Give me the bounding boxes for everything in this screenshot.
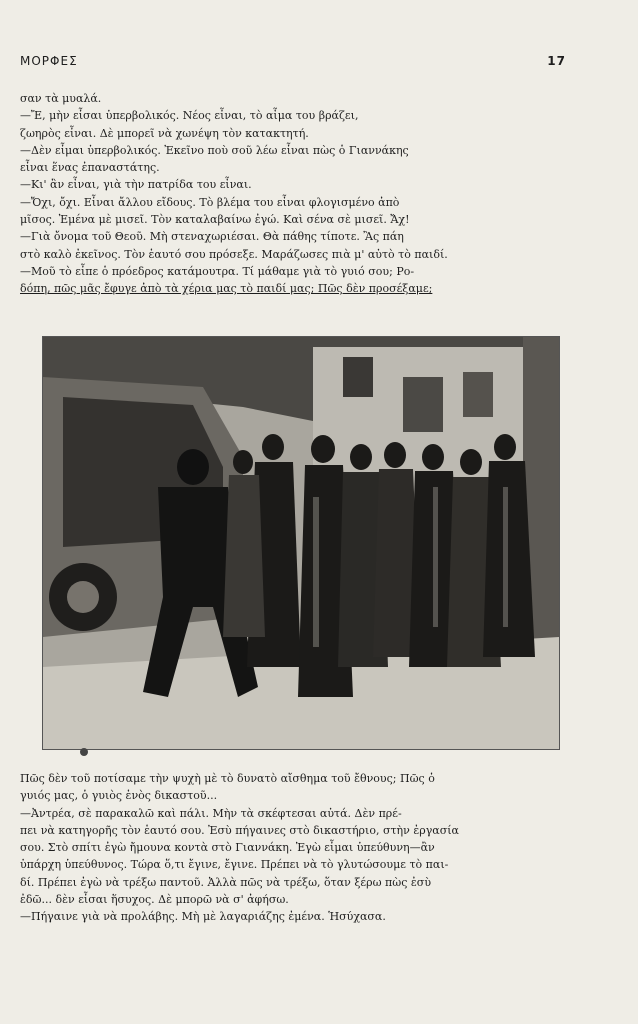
- illustration: [42, 336, 560, 750]
- text-line: —Ἔ, μὴν εἶσαι ὑπερβολικός. Νέος εἶναι, τὸ αἷμα του βράζει,: [20, 109, 359, 123]
- text-line: δόπη, πῶς μᾶς ἔφυγε ἀπὸ τὰ χέρια μας τὸ παιδί μας; Πῶς δὲν προσέξαμε;: [20, 282, 433, 296]
- page-header: [20, 50, 566, 70]
- running-title: ΜΟΡΦΕΣ: [20, 54, 78, 68]
- text-line: —Κι' ἂν εἶναι, γιὰ τὴν πατρίδα του εἶναι.: [20, 178, 252, 192]
- text-line: εἶναι ἕνας ἐπαναστάτης.: [20, 161, 160, 175]
- text-line: ὑπάρχη ὑπεύθυνος. Τώρα ὅ,τι ἔγινε, ἔγινε. Πρέπει νὰ τὸ γλυτώσουμε τὸ παι-: [20, 858, 449, 872]
- text-line: —Ὄχι, ὄχι. Εἶναι ἄλλου εἴδους. Τὸ βλέμα του εἶναι φλογισμένο ἀπὸ: [20, 195, 400, 209]
- top-paragraphs: [20, 90, 572, 298]
- text-line: Πῶς δὲν τοῦ ποτίσαμε τὴν ψυχὴ μὲ τὸ δυνατὸ αἴσθημα τοῦ ἔθνους; Πῶς ὁ: [20, 772, 435, 785]
- text-line: δί. Πρέπει ἐγὼ νὰ τρέξω παντοῦ. Ἀλλὰ πῶς νὰ τρέξω, ὅταν ξέρω πὼς ἐσὺ: [20, 875, 432, 889]
- printer-mark: [80, 748, 88, 756]
- text-line: σαν τὰ μυαλά.: [20, 92, 102, 105]
- text-line: πει νὰ κατηγορῆς τὸν ἑαυτό σου. Ἐσὺ πήγαινες στὸ δικαστήριο, στὴν ἐργασία: [20, 823, 459, 837]
- text-line: —Μοῦ τὸ εἶπε ὁ πρόεδρος κατάμουτρα. Τί μάθαμε γιὰ τὸ γυιό σου; Ρο-: [20, 264, 415, 278]
- text-line: —Γιὰ ὄνομα τοῦ Θεοῦ. Μὴ στεναχωριέσαι. Θὰ πάθης τίποτε. Ἂς πάη: [20, 230, 404, 244]
- text-line: —Δὲν εἶμαι ὑπερβολικός. Ἐκεῖνο ποὺ σοῦ λέω εἶναι πὼς ὁ Γιαννάκης: [20, 143, 409, 157]
- page-number: 17: [547, 54, 566, 68]
- text-line: γυιός μας, ὁ γυιὸς ἑνὸς δικαστοῦ...: [20, 789, 218, 803]
- text-line: στὸ καλὸ ἐκεῖνος. Τὸν ἑαυτό σου πρόσεξε. Μαράζωσες πιὰ μ' αὐτὸ τὸ παιδί.: [20, 247, 448, 261]
- bottom-paragraphs: [20, 770, 572, 926]
- text-line: μῖσος. Ἐμένα μὲ μισεῖ. Τὸν καταλαβαίνω ἐγώ. Καὶ σένα σὲ μισεῖ. Ἄχ!: [20, 213, 410, 227]
- text-line: —Πήγαινε γιὰ νὰ προλάβης. Μὴ μὲ λαγαριάζης ἐμένα. Ἡσύχασα.: [20, 910, 386, 924]
- text-line: —Ἀντρέα, σὲ παρακαλῶ καὶ πάλι. Μὴν τὰ σκέφτεσαι αὐτά. Δὲν πρέ-: [20, 806, 402, 820]
- text-line: ἐδῶ... δὲν εἶσαι ἥσυχος. Δὲ μπορῶ νὰ σ' ἀφήσω.: [20, 893, 289, 907]
- text-line: σου. Στὸ σπίτι ἐγὼ ἤμουνα κοντὰ στὸ Γιαννάκη. Ἐγὼ εἶμαι ὑπεύθυνη—ἂν: [20, 841, 435, 855]
- text-line: ζωηρὸς εἶναι. Δὲ μπορεῖ νὰ χωνέψη τὸν κατακτητή.: [20, 126, 309, 140]
